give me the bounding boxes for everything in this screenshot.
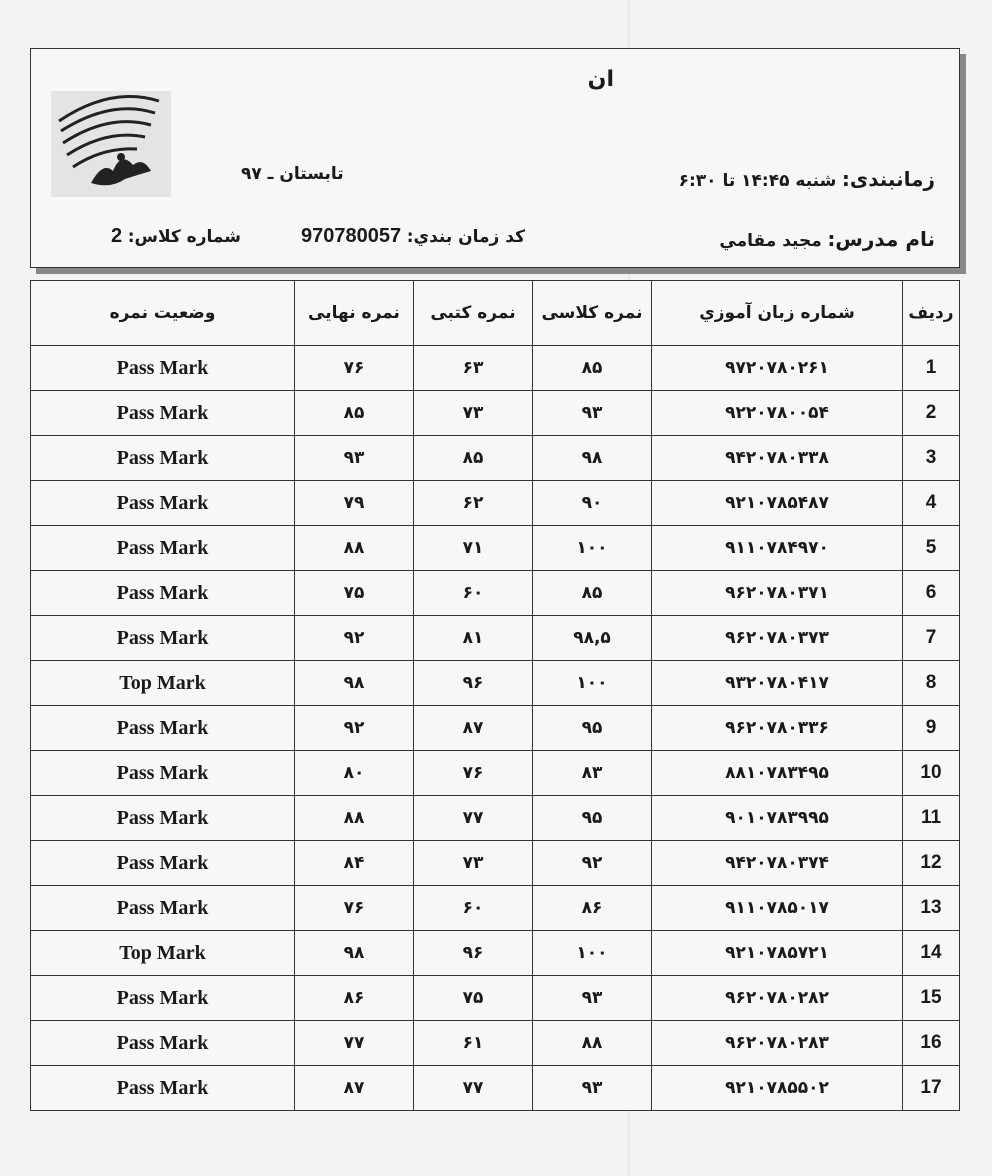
table-row (31, 706, 960, 751)
class-mark-cell: ۸۳ (533, 751, 652, 796)
class-mark-cell: ۸۵ (533, 571, 652, 616)
student-id-cell: ۹۴۲۰۷۸۰۳۳۸ (652, 436, 903, 481)
class-mark-cell: ۹۵ (533, 796, 652, 841)
class-number-line (111, 225, 241, 248)
grades-table (30, 280, 960, 1111)
class-mark-cell: ۹۸ (533, 436, 652, 481)
mark-status-cell: Pass Mark (31, 796, 295, 841)
written-mark-cell: ۶۰ (414, 886, 533, 931)
final-mark-cell: ۹۲ (295, 706, 414, 751)
student-id-cell: ۹۴۲۰۷۸۰۳۷۴ (652, 841, 903, 886)
final-mark-cell: ۹۸ (295, 931, 414, 976)
class-mark-cell: ۸۵ (533, 346, 652, 391)
teacher-label: نام مدرس: (827, 227, 935, 251)
class-number-label: شماره كلاس: (127, 227, 241, 247)
col-header-mark-status: وضعیت نمره (31, 281, 295, 346)
row-number-cell: 16 (903, 1021, 960, 1066)
schedule-label: زمانبندی: (841, 167, 935, 191)
table-row (31, 796, 960, 841)
col-header-class-mark: نمره کلاسی (533, 281, 652, 346)
grades-table-body (31, 346, 960, 1111)
mark-status-cell: Pass Mark (31, 481, 295, 526)
written-mark-cell: ۷۷ (414, 796, 533, 841)
written-mark-cell: ۷۵ (414, 976, 533, 1021)
written-mark-cell: ۸۷ (414, 706, 533, 751)
student-id-cell: ۹۶۲۰۷۸۰۲۸۲ (652, 976, 903, 1021)
col-header-written-mark: نمره کتبی (414, 281, 533, 346)
table-row (31, 886, 960, 931)
written-mark-cell: ۶۱ (414, 1021, 533, 1066)
class-mark-cell: ۸۶ (533, 886, 652, 931)
table-row (31, 661, 960, 706)
col-header-final-mark: نمره نهایی (295, 281, 414, 346)
row-number-cell: 11 (903, 796, 960, 841)
mark-status-cell: Pass Mark (31, 526, 295, 571)
final-mark-cell: ۸۰ (295, 751, 414, 796)
student-id-cell: ۹۶۲۰۷۸۰۳۳۶ (652, 706, 903, 751)
teacher-line (719, 227, 935, 251)
mark-status-cell: Pass Mark (31, 1021, 295, 1066)
final-mark-cell: ۷۶ (295, 886, 414, 931)
institute-logo-icon (51, 91, 171, 197)
term-label: تابستان ـ ۹۷ (241, 164, 344, 184)
final-mark-cell: ۸۸ (295, 526, 414, 571)
final-mark-cell: ۷۹ (295, 481, 414, 526)
student-id-cell: ۹۲۱۰۷۸۵۴۸۷ (652, 481, 903, 526)
table-row (31, 571, 960, 616)
row-number-cell: 3 (903, 436, 960, 481)
final-mark-cell: ۸۸ (295, 796, 414, 841)
schedule-code-value: 970780057 (301, 225, 402, 247)
row-number-cell: 15 (903, 976, 960, 1021)
final-mark-cell: ۷۶ (295, 346, 414, 391)
class-mark-cell: ۱۰۰ (533, 526, 652, 571)
final-mark-cell: ۷۵ (295, 571, 414, 616)
written-mark-cell: ۶۳ (414, 346, 533, 391)
class-mark-cell: ۹۳ (533, 391, 652, 436)
student-id-cell: ۹۰۱۰۷۸۳۹۹۵ (652, 796, 903, 841)
row-number-cell: 10 (903, 751, 960, 796)
student-id-cell: ۹۱۱۰۷۸۵۰۱۷ (652, 886, 903, 931)
mark-status-cell: Pass Mark (31, 616, 295, 661)
written-mark-cell: ۸۱ (414, 616, 533, 661)
final-mark-cell: ۸۵ (295, 391, 414, 436)
table-row (31, 436, 960, 481)
col-header-row-number: رديف (903, 281, 960, 346)
mark-status-cell: Pass Mark (31, 976, 295, 1021)
student-id-cell: ۸۸۱۰۷۸۳۴۹۵ (652, 751, 903, 796)
written-mark-cell: ۹۶ (414, 661, 533, 706)
final-mark-cell: ۸۶ (295, 976, 414, 1021)
mark-status-cell: Pass Mark (31, 886, 295, 931)
class-mark-cell: ۱۰۰ (533, 931, 652, 976)
col-header-student-id: شماره زبان آموزي (652, 281, 903, 346)
row-number-cell: 6 (903, 571, 960, 616)
written-mark-cell: ۸۵ (414, 436, 533, 481)
table-row (31, 1021, 960, 1066)
class-mark-cell: ۹۲ (533, 841, 652, 886)
table-row (31, 751, 960, 796)
written-mark-cell: ۷۷ (414, 1066, 533, 1111)
final-mark-cell: ۹۳ (295, 436, 414, 481)
row-number-cell: 5 (903, 526, 960, 571)
student-id-cell: ۹۶۲۰۷۸۰۳۷۳ (652, 616, 903, 661)
row-number-cell: 2 (903, 391, 960, 436)
schedule-line (679, 167, 935, 191)
row-number-cell: 1 (903, 346, 960, 391)
mark-status-cell: Pass Mark (31, 571, 295, 616)
class-mark-cell: ۹۳ (533, 976, 652, 1021)
student-id-cell: ۹۶۲۰۷۸۰۳۷۱ (652, 571, 903, 616)
row-number-cell: 14 (903, 931, 960, 976)
row-number-cell: 17 (903, 1066, 960, 1111)
row-number-cell: 8 (903, 661, 960, 706)
table-row (31, 1066, 960, 1111)
class-number-value: 2 (111, 225, 123, 247)
student-id-cell: ۹۱۱۰۷۸۴۹۷۰ (652, 526, 903, 571)
student-id-cell: ۹۲۱۰۷۸۵۵۰۲ (652, 1066, 903, 1111)
class-mark-cell: ۸۸ (533, 1021, 652, 1066)
student-id-cell: ۹۳۲۰۷۸۰۴۱۷ (652, 661, 903, 706)
class-mark-cell: ۱۰۰ (533, 661, 652, 706)
report-header (30, 48, 960, 268)
written-mark-cell: ۷۶ (414, 751, 533, 796)
row-number-cell: 12 (903, 841, 960, 886)
mark-status-cell: Pass Mark (31, 346, 295, 391)
written-mark-cell: ۹۶ (414, 931, 533, 976)
row-number-cell: 4 (903, 481, 960, 526)
schedule-value: شنبه ۱۴:۴۵ تا ۶:۳۰ (678, 171, 837, 191)
final-mark-cell: ۷۷ (295, 1021, 414, 1066)
written-mark-cell: ۶۲ (414, 481, 533, 526)
mark-status-cell: Pass Mark (31, 391, 295, 436)
mark-status-cell: Pass Mark (31, 841, 295, 886)
class-mark-cell: ۹۸,۵ (533, 616, 652, 661)
student-id-cell: ۹۷۲۰۷۸۰۲۶۱ (652, 346, 903, 391)
table-row (31, 526, 960, 571)
table-row (31, 391, 960, 436)
final-mark-cell: ۸۴ (295, 841, 414, 886)
mark-status-cell: Top Mark (31, 661, 295, 706)
table-row (31, 841, 960, 886)
title-fragment: ان (587, 67, 614, 92)
row-number-cell: 9 (903, 706, 960, 751)
teacher-value: مجید مقامي (719, 231, 822, 251)
final-mark-cell: ۸۷ (295, 1066, 414, 1111)
mark-status-cell: Pass Mark (31, 1066, 295, 1111)
table-header-row (31, 281, 960, 346)
student-id-cell: ۹۶۲۰۷۸۰۲۸۳ (652, 1021, 903, 1066)
table-row (31, 976, 960, 1021)
class-mark-cell: ۹۰ (533, 481, 652, 526)
mark-status-cell: Pass Mark (31, 436, 295, 481)
table-row (31, 931, 960, 976)
written-mark-cell: ۷۳ (414, 841, 533, 886)
mark-status-cell: Pass Mark (31, 706, 295, 751)
class-mark-cell: ۹۳ (533, 1066, 652, 1111)
written-mark-cell: ۷۳ (414, 391, 533, 436)
student-id-cell: ۹۲۲۰۷۸۰۰۵۴ (652, 391, 903, 436)
student-id-cell: ۹۲۱۰۷۸۵۷۲۱ (652, 931, 903, 976)
row-number-cell: 7 (903, 616, 960, 661)
class-mark-cell: ۹۵ (533, 706, 652, 751)
table-row (31, 481, 960, 526)
schedule-code-label: كد زمان بندي: (406, 227, 525, 247)
mark-status-cell: Pass Mark (31, 751, 295, 796)
written-mark-cell: ۷۱ (414, 526, 533, 571)
written-mark-cell: ۶۰ (414, 571, 533, 616)
schedule-code-line (301, 225, 525, 248)
row-number-cell: 13 (903, 886, 960, 931)
table-row (31, 346, 960, 391)
final-mark-cell: ۹۸ (295, 661, 414, 706)
table-row (31, 616, 960, 661)
final-mark-cell: ۹۲ (295, 616, 414, 661)
mark-status-cell: Top Mark (31, 931, 295, 976)
